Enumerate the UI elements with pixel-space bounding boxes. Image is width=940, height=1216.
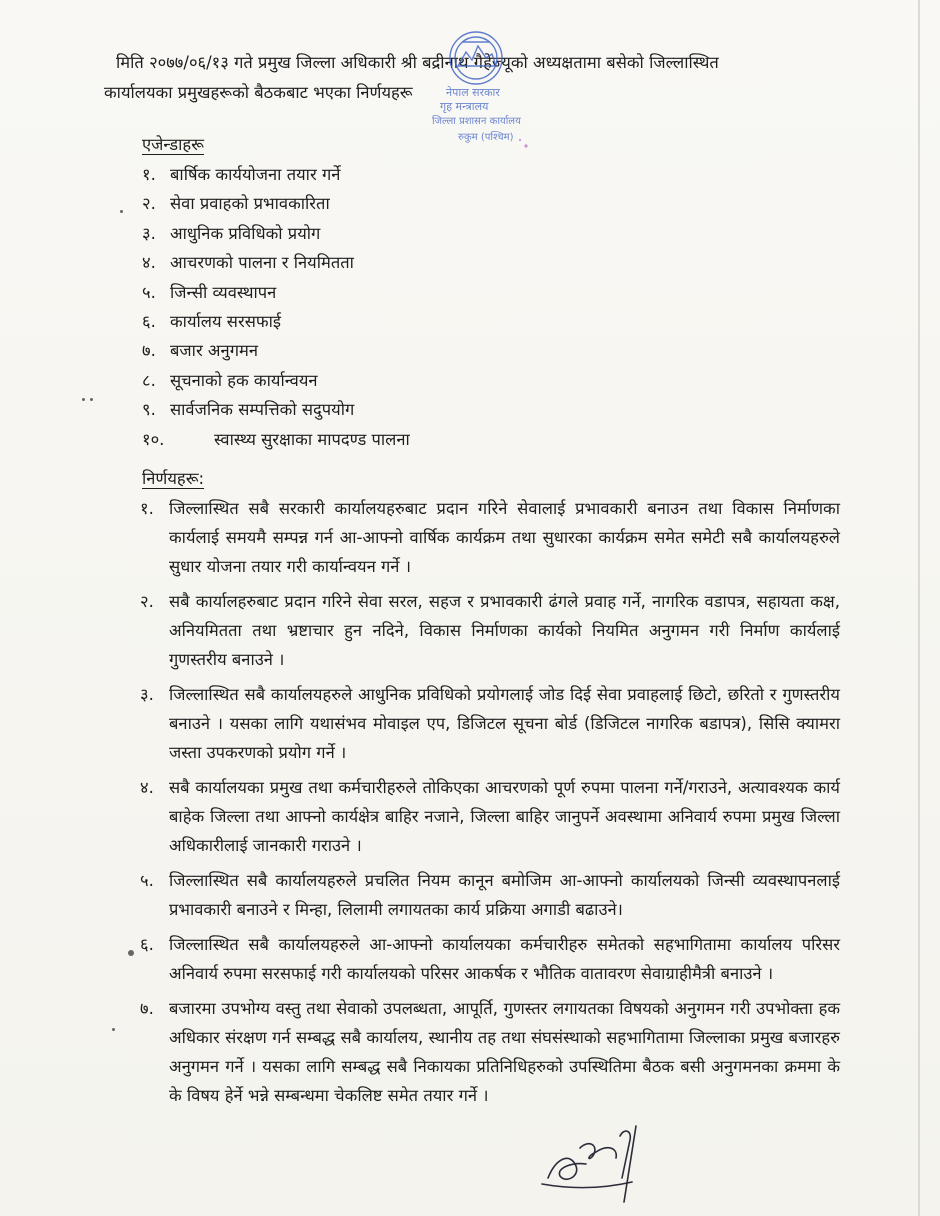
agenda-item-number: १०.	[142, 429, 165, 449]
agenda-item-number: ९.	[142, 400, 156, 420]
decision-text: सबै कार्यालहरुबाट प्रदान गरिने सेवा सरल, सहज र प्रभावकारी ढंगले प्रवाह गर्ने, नागरिक वडापत्र, सहायता कक्ष, अनियमितता तथा भ्रष्टाचार हुन नदिने, विकास निर्माणका कार्यको नियमित अनुगमन गरी निर्माण कार्यलाई गुणस्तरीय बनाउने ।	[169, 592, 840, 669]
agenda-item-number: ६.	[142, 311, 156, 331]
agenda-item	[142, 395, 642, 424]
agenda-item-text: जिन्सी व्यवस्थापन	[170, 282, 277, 302]
intro-paragraph	[104, 48, 842, 108]
agenda-item-text: कार्यालय सरसफाई	[170, 311, 281, 331]
decision-text: सबै कार्यालयका प्रमुख तथा कर्मचारीहरुले तोकिएका आचरणको पूर्ण रुपमा पालना गर्ने/गराउने, अत्यावश्यक कार्य बाहेक जिल्ला तथा आफ्नो कार्यक्षेत्र बाहिर नजाने, जिल्ला बाहिर जानुपर्ने अवस्थामा अनिवार्य रुपमा प्रमुख जिल्ला अधिकारीलाई जानकारी गराउने ।	[169, 778, 840, 855]
stamp-line-4: रुकुम (पश्चिम)	[458, 132, 514, 143]
decision-text: जिल्लास्थित सबै सरकारी कार्यालयहरुबाट प्रदान गरिने सेवालाई प्रभावकारी बनाउन तथा विकास निर्माणका कार्यलाई समयमै सम्पन्न गर्न आ-आफ्नो वार्षिक कार्यक्रम तथा सुधारका कार्यक्रम समेत समेटी सबै कार्यालयहरुले सुधार योजना तयार गरी कार्यान्वयन गर्ने ।	[169, 499, 841, 576]
agenda-item-number: ७.	[142, 341, 156, 361]
decision-text: जिल्लास्थित सबै कार्यालयहरुले आधुनिक प्रविधिको प्रयोगलाई जोड दिई सेवा प्रवाहलाई छिटो, छरितो र गुणस्तरीय बनाउने । यसका लागि यथासंभव मोवाइल एप, डिजिटल सूचना बोर्ड (डिजिटल नागरिक बडापत्र), सिसि क्यामरा जस्ता उपकरणको प्रयोग गर्ने ।	[169, 685, 840, 762]
decision-number: ५.	[140, 871, 154, 890]
agenda-item-text: स्वास्थ्य सुरक्षाका मापदण्ड पालना	[214, 429, 410, 449]
decision-text: जिल्लास्थित सबै कार्यालयहरुले आ-आफ्नो कार्यालयका कर्मचारीहरु समेतको सहभागितामा कार्यालय परिसर अनिवार्य रुपमा सरसफाई गरी कार्यालयको परिसर आकर्षक र भौतिक वातावरण सेवाग्राहीमैत्री बनाउने ।	[169, 935, 840, 983]
decision-number: ६.	[140, 935, 154, 954]
decision-number: ४.	[140, 778, 154, 797]
agenda-item	[142, 425, 642, 454]
agenda-item-text: सेवा प्रवाहको प्रभावकारिता	[170, 194, 330, 214]
agenda-item	[142, 307, 642, 336]
agenda-heading: एजेन्डाहरू	[142, 135, 204, 154]
decisions-heading: निर्णयहरू:	[142, 469, 205, 488]
agenda-item	[142, 278, 642, 307]
agenda-item-text: बार्षिक कार्ययोजना तयार गर्ने	[170, 165, 341, 184]
decision-item	[140, 680, 840, 767]
decision-text: जिल्लास्थित सबै कार्यालयहरुले प्रचलित नियम कानून बमोजिम आ-आफ्नो कार्यालयको जिन्सी व्यवस्थापनलाई प्रभावकारी बनाउने र मिन्हा, लिलामी लगायतका कार्य प्रक्रिया अगाडी बढाउने।	[169, 871, 840, 919]
decision-number: ३.	[140, 685, 154, 704]
decision-text: बजारमा उपभोग्य वस्तु तथा सेवाको उपलब्धता, आपूर्ति, गुणस्तर लगायतका विषयको अनुगमन गरी उपभोक्ता हक अधिकार संरक्षण गर्न सम्बद्ध सबै कार्यालय, स्थानीय तह तथा संघसंस्थाको सहभागितामा जिल्लाका प्रमुख बजारहरु अनुगमन गर्ने । यसका लागि सम्बद्ध सबै निकायका प्रतिनिधिहरुको उपस्थितिमा बैठक बसी अनुगमनका क्रममा के के विषय हेर्ने भन्ने सम्बन्धमा चेकलिष्ट समेत तयार गर्ने ।	[169, 999, 840, 1105]
agenda-item-number: २.	[142, 194, 156, 214]
agenda-item	[142, 219, 642, 248]
stamp-line-3: जिल्ला प्रशासन कार्यालय	[432, 116, 521, 127]
agenda-item	[142, 336, 642, 365]
scan-edge	[918, 0, 920, 1216]
agenda-item-text: आचरणको पालना र नियमितता	[170, 253, 354, 273]
agenda-item-text: आधुनिक प्रविधिको प्रयोग	[170, 223, 321, 243]
decision-item	[140, 866, 840, 924]
decision-number: ७.	[140, 999, 154, 1018]
stamp-line-1: नेपाल सरकार	[446, 86, 500, 99]
agenda-list	[142, 160, 642, 454]
decision-item	[140, 587, 840, 674]
intro-line-2: कार्यालयका प्रमुखहरूको बैठकबाट भएका निर्णयहरू	[104, 83, 413, 102]
scan-speck	[90, 398, 93, 401]
agenda-item	[142, 160, 642, 189]
decisions-list	[140, 494, 840, 1116]
agenda-item-number: १.	[142, 165, 156, 184]
decision-item	[140, 930, 840, 988]
decision-number: २.	[140, 592, 154, 611]
agenda-item-text: सूचनाको हक कार्यान्वयन	[170, 370, 318, 390]
agenda-item	[142, 366, 642, 395]
decision-number: १.	[140, 499, 154, 518]
decision-item	[140, 994, 840, 1110]
agenda-item-number: ४.	[142, 253, 156, 273]
decision-item	[140, 494, 840, 581]
agenda-item	[142, 189, 642, 218]
scan-speck	[112, 1028, 115, 1031]
stamp-line-2: गृह मन्त्रालय	[440, 100, 489, 113]
intro-line-1: मिति २०७७/०६/१३ गते प्रमुख जिल्ला अधिकारी श्री बद्रीनाथ गैहेज्यूको अध्यक्षतामा बसेको जिल्लास्थित	[116, 53, 719, 72]
signature	[536, 1118, 676, 1208]
agenda-item-number: ३.	[142, 223, 156, 243]
scan-speck	[128, 950, 134, 956]
agenda-item-text: सार्वजनिक सम्पत्तिको सदुपयोग	[170, 400, 355, 420]
scan-speck	[82, 398, 85, 401]
agenda-item-number: ८.	[142, 370, 156, 390]
decision-item	[140, 773, 840, 860]
agenda-item	[142, 248, 642, 277]
agenda-item-text: बजार अनुगमन	[170, 341, 259, 361]
scan-speck	[120, 210, 123, 213]
agenda-item-number: ५.	[142, 282, 156, 302]
